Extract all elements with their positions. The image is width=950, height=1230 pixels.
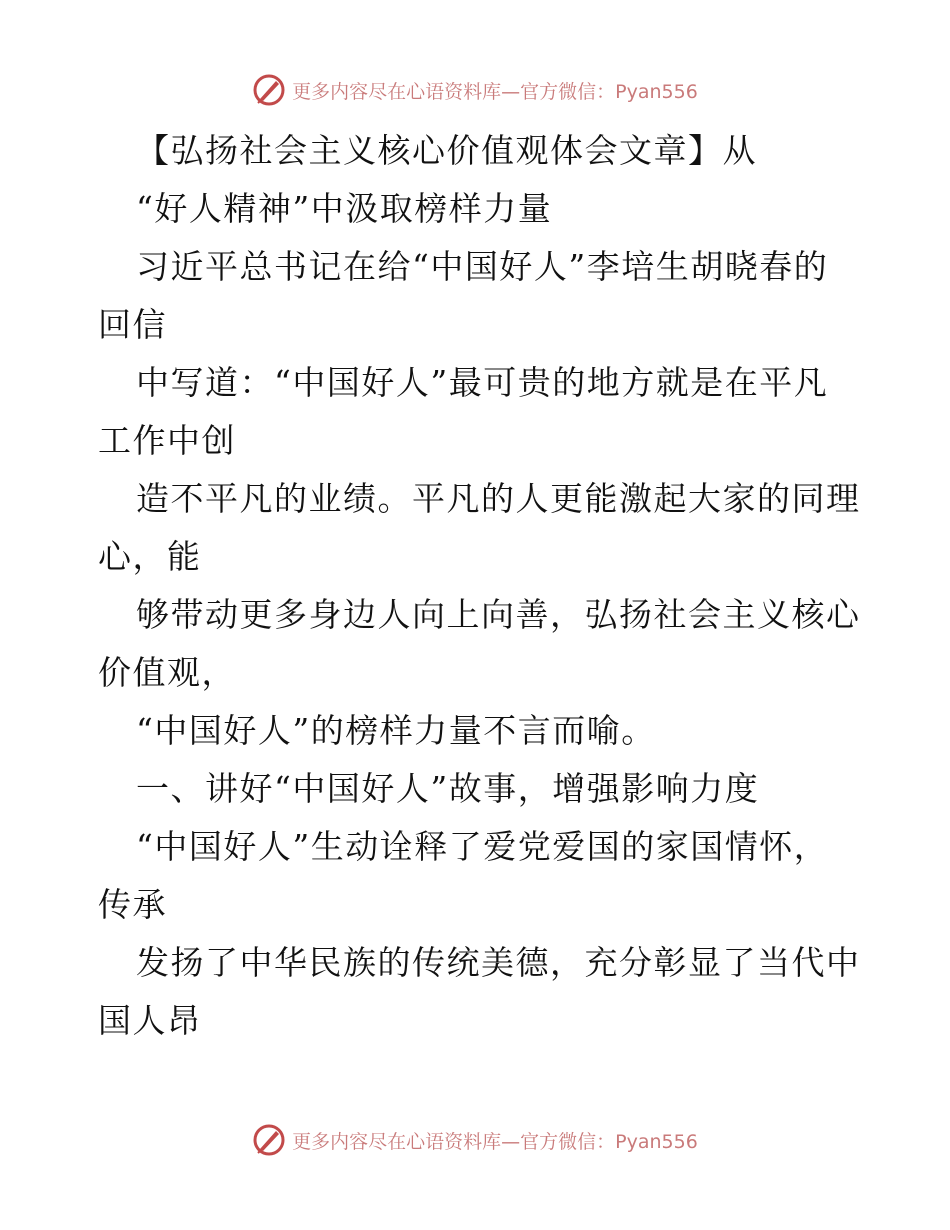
title-line-1: 【弘扬社会主义核心价值观体会文章】从 [136,131,757,170]
paragraph-line: 国人昂 [98,1001,202,1040]
section-heading: 一、讲好“中国好人”故事，增强影响力度 [136,769,760,808]
footer-banner [0,1120,950,1160]
paragraph-line: 传承 [98,885,167,924]
quill-logo-icon [252,73,286,107]
paragraph-line: “中国好人”生动诠释了爱党爱国的家国情怀， [136,827,829,866]
paragraph-line: 发扬了中华民族的传统美德，充分彰显了当代中 [136,943,861,982]
paragraph-line: “中国好人”的榜样力量不言而喻。 [136,711,656,750]
paragraph-line: 习近平总书记在给“中国好人”李培生胡晓春的 [136,247,829,286]
paragraph-line: 价值观， [98,653,236,692]
paragraph-line: 工作中创 [98,421,236,460]
quill-logo-icon [252,1123,286,1157]
header-banner [0,70,950,110]
header-banner-text: 更多内容尽在心语资料库—官方微信：Pyan556 [292,80,698,103]
title-line-2: “好人精神”中汲取榜样力量 [136,189,553,228]
paragraph-line: 够带动更多身边人向上向善，弘扬社会主义核心 [136,595,861,634]
paragraph-line: 心，能 [98,537,202,576]
paragraph-line: 回信 [98,305,167,344]
paragraph-line: 造不平凡的业绩。平凡的人更能激起大家的同理 [136,479,861,518]
document-body [98,122,861,1050]
paragraph-line: 中写道：“中国好人”最可贵的地方就是在平凡 [136,363,829,402]
footer-banner-text: 更多内容尽在心语资料库—官方微信：Pyan556 [292,1130,698,1153]
